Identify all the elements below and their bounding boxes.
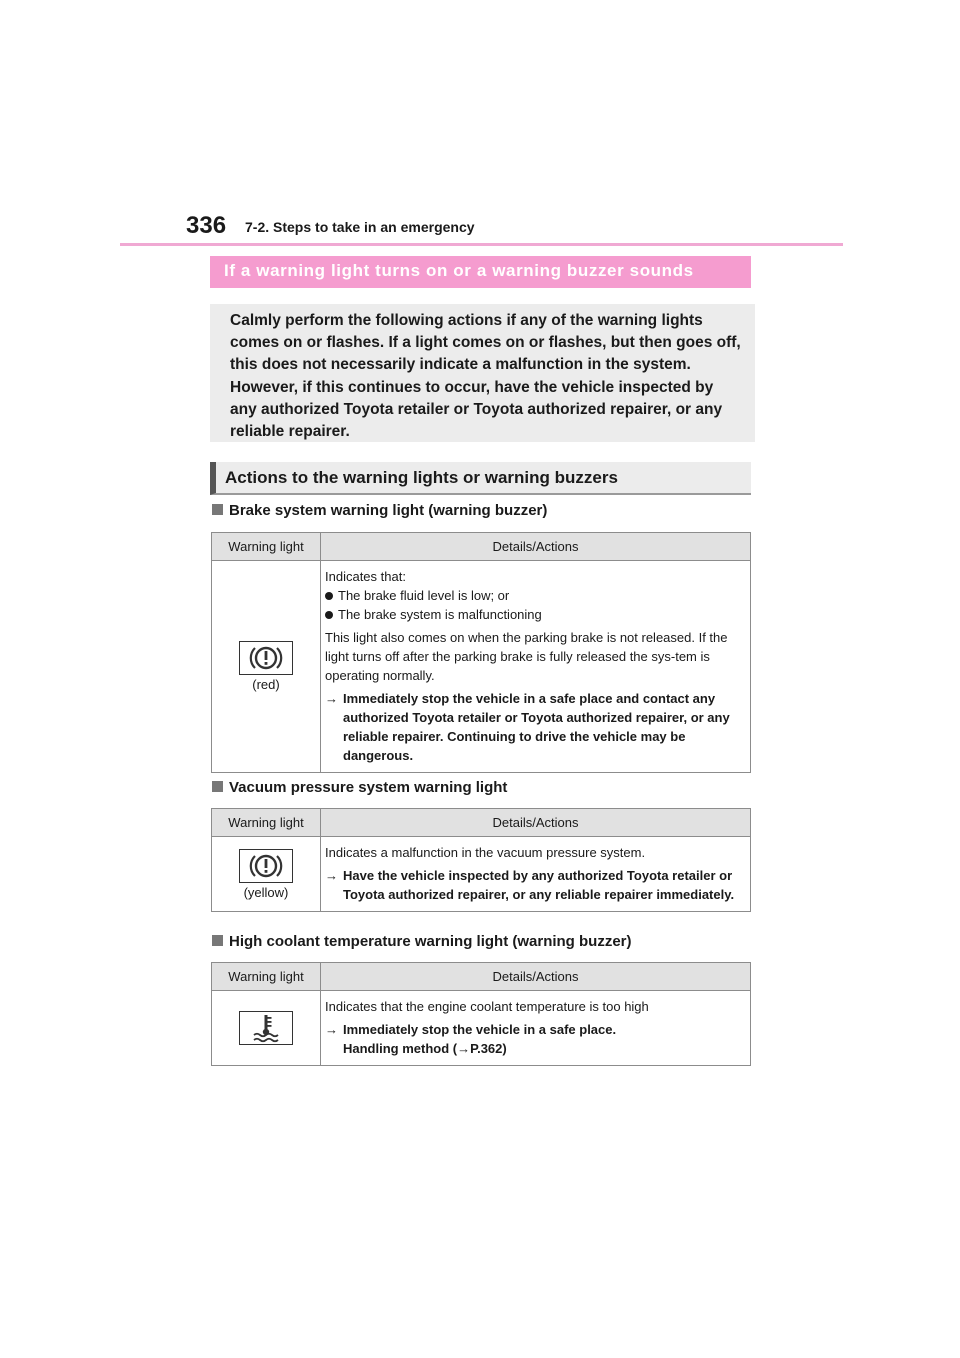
brake-warning-table — [211, 532, 751, 773]
page-reference-link[interactable]: Handling method (→P.362) — [343, 1041, 507, 1056]
action-text: → Immediately stop the vehicle in a safe place and contact any authorized Toyota retailer or Toyota authorized repairer, or any reliable repairer. Continuing to drive the vehicle may be dangerous. — [325, 691, 730, 763]
indicates-text: Indicates that the engine coolant temperature is too high — [325, 999, 649, 1014]
table-header-row — [212, 963, 751, 991]
table-row — [212, 561, 751, 773]
coolant-warning-table — [211, 962, 751, 1066]
section-title: If a warning light turns on or a warning buzzer sounds — [210, 256, 751, 288]
table-header-row — [212, 809, 751, 837]
subsection-title: Actions to the warning lights or warning buzzers — [210, 462, 751, 495]
list-item: The brake fluid level is low; or — [325, 586, 745, 605]
list-item: The brake system is malfunctioning — [325, 605, 745, 624]
warning-light-cell — [212, 837, 321, 912]
note-text: This light also comes on when the parking brake is not released. If the light turns off after the parking brake is fully released the sys-tem is operating normally. — [325, 630, 728, 683]
warning-light-cell — [212, 561, 321, 773]
col-warning-light: Warning light — [212, 809, 321, 837]
indicates-text: Indicates a malfunction in the vacuum pressure system. — [325, 845, 646, 860]
coolant-temperature-icon — [239, 1011, 293, 1045]
vacuum-warning-table — [211, 808, 751, 912]
arrow-right-icon: → — [325, 868, 338, 883]
vacuum-item-heading — [212, 779, 507, 796]
arrow-right-icon: → — [325, 1022, 338, 1037]
icon-color-note: (red) — [252, 677, 280, 692]
vacuum-warning-icon — [239, 849, 293, 883]
square-bullet-icon — [212, 504, 223, 515]
warning-light-cell — [212, 991, 321, 1066]
col-warning-light: Warning light — [212, 963, 321, 991]
header-divider — [120, 243, 843, 246]
icon-color-note: (yellow) — [243, 884, 289, 900]
arrow-right-icon: → — [325, 691, 338, 706]
indicates-text: Indicates that: — [325, 569, 406, 584]
vacuum-heading-text: Vacuum pressure system warning light — [229, 779, 508, 796]
square-bullet-icon — [212, 935, 223, 946]
details-cell — [321, 561, 751, 773]
bullet-dot-icon — [325, 611, 333, 619]
col-warning-light: Warning light — [212, 533, 321, 561]
intro-text: Calmly perform the following actions if any of the warning lights comes on or flashes. If a light comes on or flashes, but then goes off, this does not necessarily indicate a malfunction in the system. However, if this continues to occur, have the vehicle inspected by any authorized Toyota retailer or Toyota authorized repairer, or any reliable repairer. — [210, 304, 755, 442]
brake-warning-icon — [239, 641, 293, 675]
brake-heading-text: Brake system warning light (warning buzzer) — [229, 502, 548, 519]
col-details-actions: Details/Actions — [321, 533, 751, 561]
page-number: 336 — [186, 212, 227, 239]
col-details-actions: Details/Actions — [321, 963, 751, 991]
action-text: → Have the vehicle inspected by any authorized Toyota retailer or Toyota authorized repairer, or any reliable repairer immediately. — [325, 868, 735, 902]
col-details-actions: Details/Actions — [321, 809, 751, 837]
coolant-heading-text: High coolant temperature warning light (warning buzzer) — [229, 933, 632, 950]
details-cell — [321, 837, 751, 912]
details-cell — [321, 991, 751, 1066]
chapter-title: 7-2. Steps to take in an emergency — [245, 219, 475, 235]
coolant-item-heading — [212, 933, 632, 950]
table-row — [212, 991, 751, 1066]
action-text: → Immediately stop the vehicle in a safe place. Handling method (→P.362) — [325, 1022, 617, 1056]
bullet-dot-icon — [325, 592, 333, 600]
table-header-row — [212, 533, 751, 561]
brake-item-heading — [212, 502, 547, 519]
square-bullet-icon — [212, 781, 223, 792]
table-row — [212, 837, 751, 912]
